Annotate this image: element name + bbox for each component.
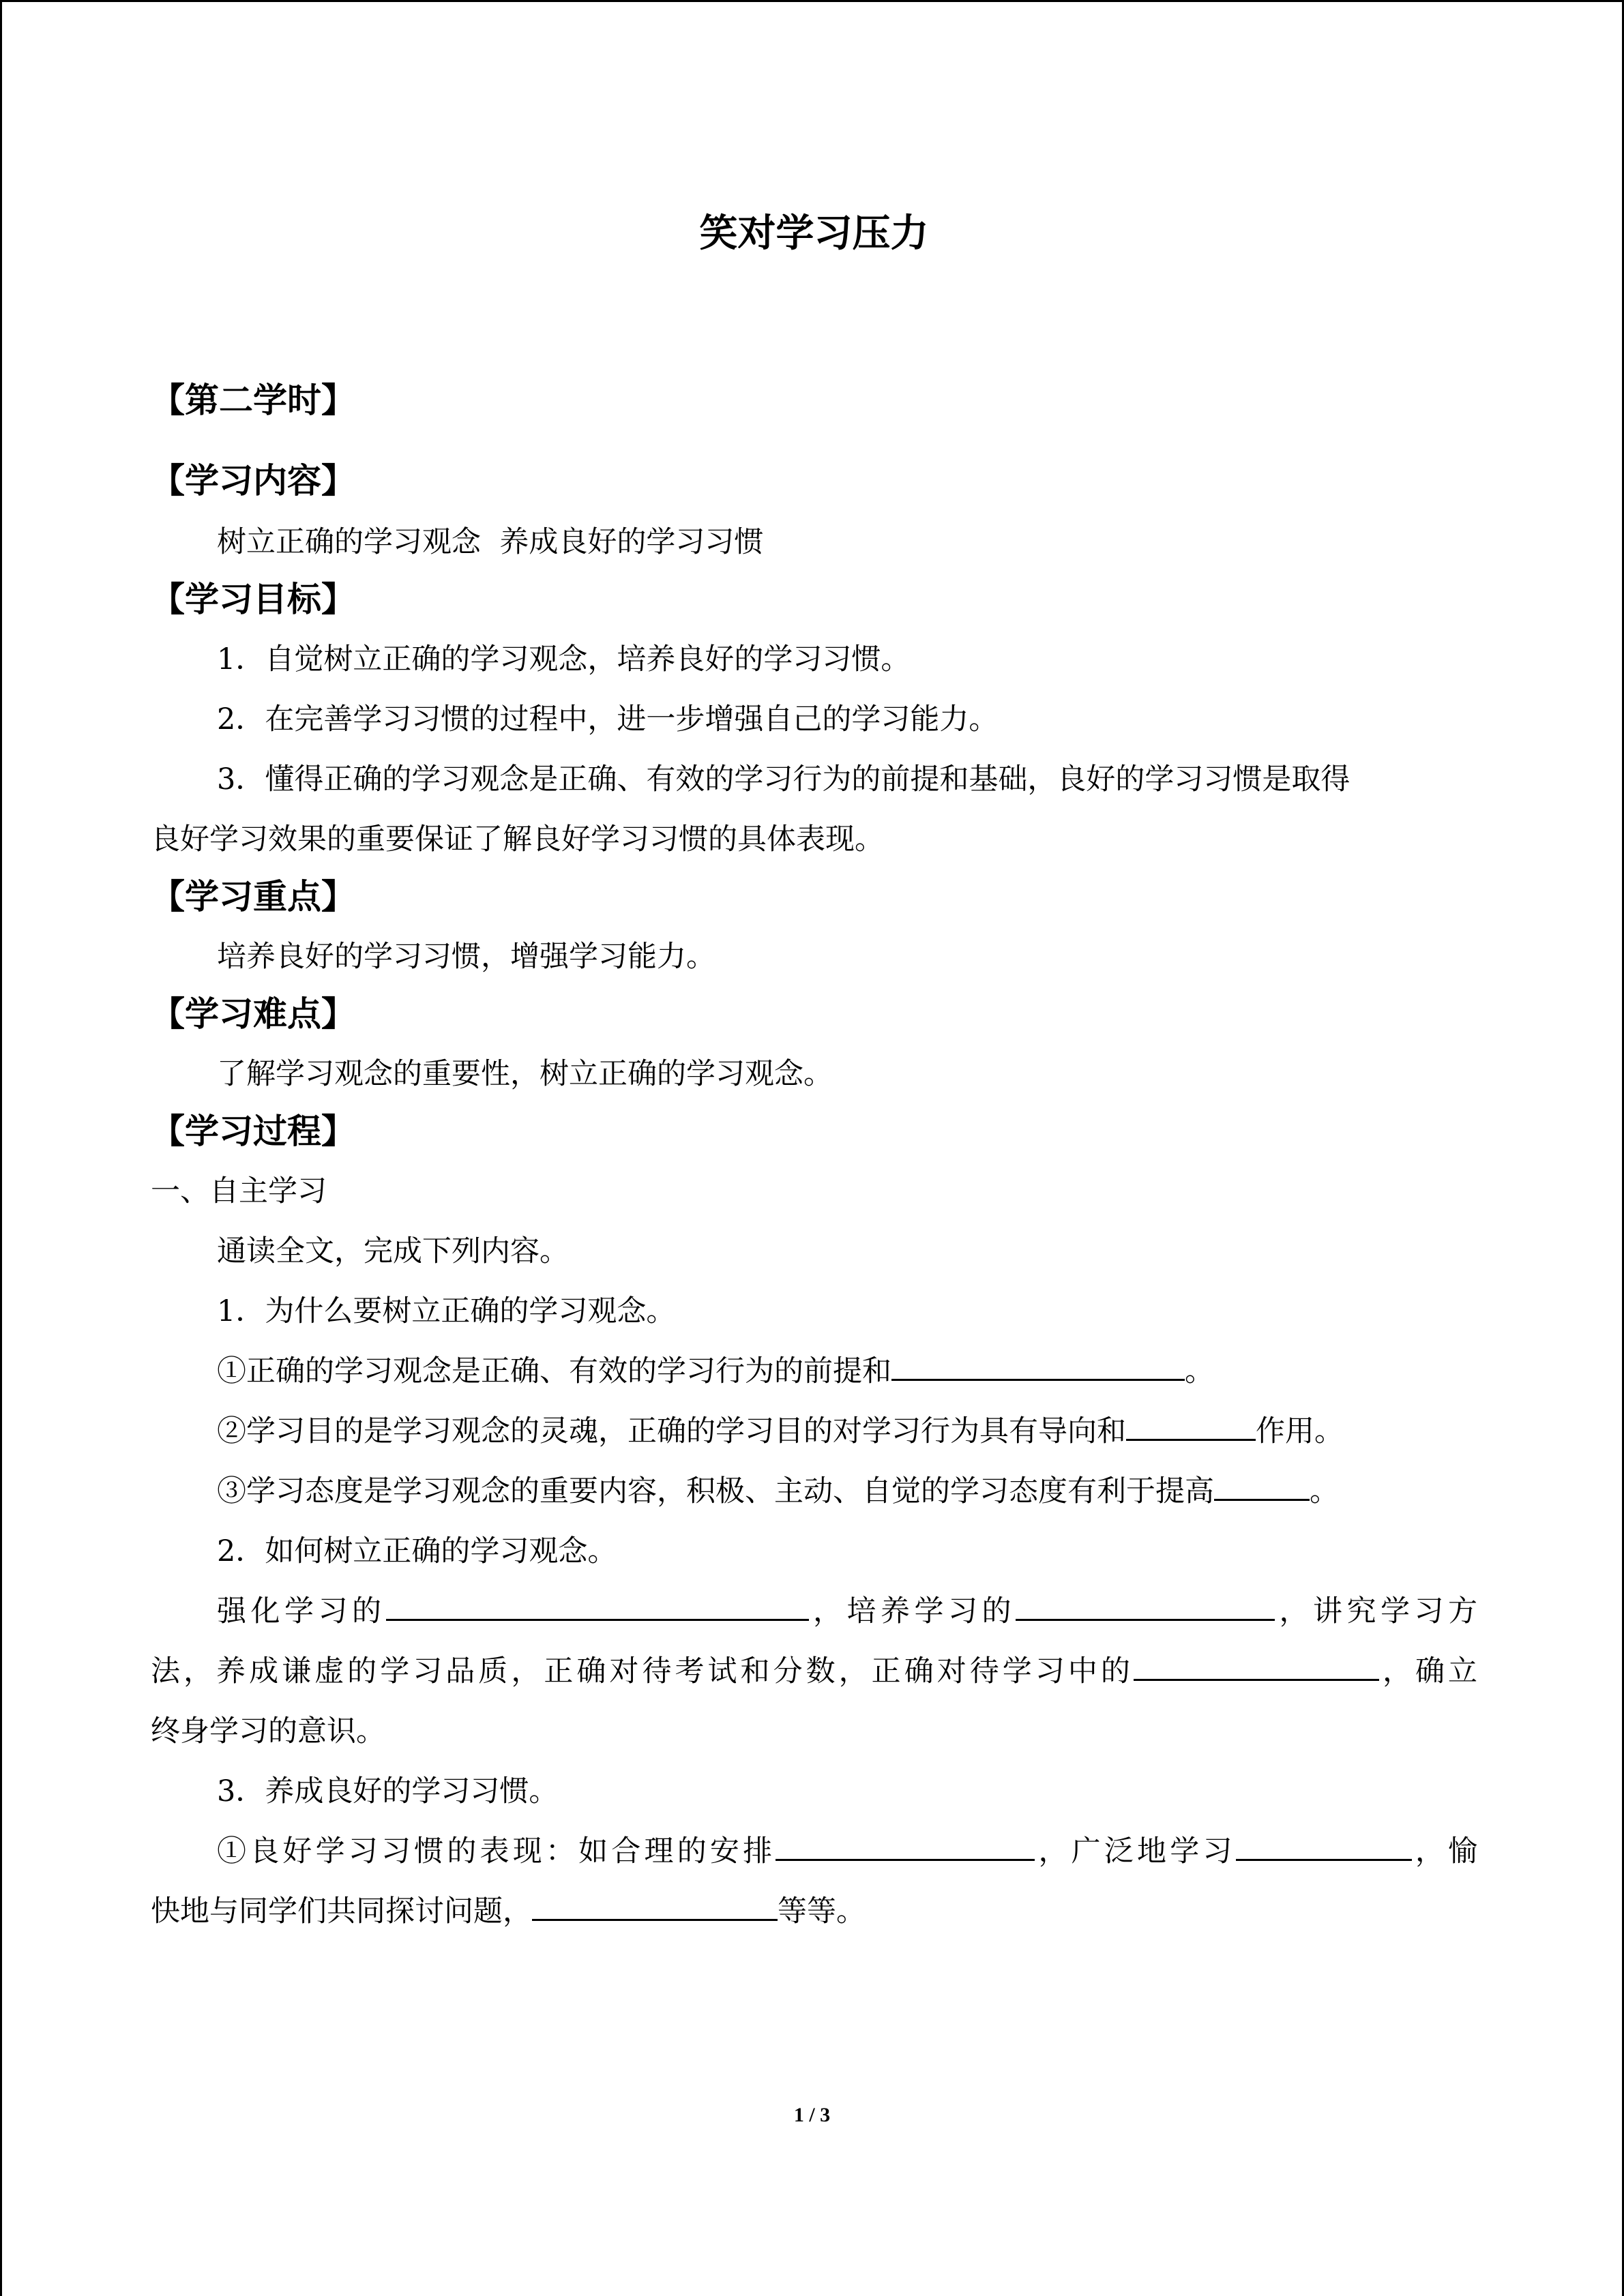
q2-text-2: ，培养学习的	[808, 1594, 1016, 1628]
question-2-line-1	[151, 1581, 1477, 1641]
question-1a	[151, 1341, 1477, 1401]
answer-blank-2c[interactable]	[1134, 1650, 1379, 1681]
question-3a-line-2	[151, 1881, 1477, 1941]
q2-text-5: ，确立	[1378, 1654, 1478, 1688]
learning-content-text: 树立正确的学习观念 养成良好的学习习惯	[217, 525, 764, 559]
question-1a-end: 。	[1185, 1354, 1214, 1388]
q3a-text-4: 快地与同学们共同探讨问题，	[151, 1894, 532, 1928]
goal-1: 1．自觉树立正确的学习观念，培养良好的学习习惯。	[217, 642, 911, 676]
heading-learning-goals: 【学习目标】	[151, 580, 355, 619]
question-3a-line-1	[151, 1821, 1477, 1881]
heading-difficulties: 【学习难点】	[151, 994, 355, 1034]
answer-blank-3a[interactable]	[776, 1830, 1035, 1861]
answer-blank-2b[interactable]	[1016, 1590, 1275, 1621]
question-2: 2．如何树立正确的学习观念。	[217, 1534, 617, 1568]
answer-blank-1b[interactable]	[1126, 1410, 1256, 1441]
question-2-line-2	[151, 1641, 1477, 1701]
answer-blank-1c[interactable]	[1214, 1470, 1310, 1501]
question-1b-end: 作用。	[1256, 1414, 1344, 1448]
q2-text-4: 法，养成谦虚的学习品质，正确对待考试和分数，正确对待学习中的	[151, 1654, 1134, 1688]
page-number: 1 / 3	[793, 2104, 831, 2126]
question-3: 3．养成良好的学习习惯。	[217, 1774, 559, 1808]
answer-blank-3b[interactable]	[1236, 1830, 1412, 1861]
q2-text-3: ，讲究学习方	[1275, 1594, 1477, 1628]
q3a-text-5: 等等。	[778, 1894, 866, 1928]
heading-learning-content: 【学习内容】	[151, 461, 355, 501]
difficulties-text: 了解学习观念的重要性，树立正确的学习观念。	[217, 1057, 833, 1091]
heading-learning-process: 【学习过程】	[151, 1112, 355, 1151]
part-1-self-study: 一、自主学习	[151, 1174, 327, 1208]
heading-period: 【第二学时】	[151, 381, 355, 420]
document-body	[151, 207, 1477, 1941]
q3a-text-1: ①良好学习习惯的表现：如合理的安排	[217, 1834, 776, 1868]
goal-3-line-1: 3．懂得正确的学习观念是正确、有效的学习行为的前提和基础，良好的学习习惯是取得	[217, 762, 1350, 796]
q3a-text-3: ，愉	[1411, 1834, 1478, 1868]
page-title: 笑对学习压力	[699, 211, 929, 256]
q2-text-1: 强化学习的	[217, 1594, 386, 1628]
intro-instruction: 通读全文，完成下列内容。	[217, 1234, 569, 1268]
answer-blank-2a[interactable]	[386, 1590, 809, 1621]
question-1a-text: ①正确的学习观念是正确、有效的学习行为的前提和	[217, 1354, 891, 1388]
question-1c-end: 。	[1310, 1474, 1339, 1508]
question-1b-text: ②学习目的是学习观念的灵魂，正确的学习目的对学习行为具有导向和	[217, 1414, 1126, 1448]
question-1: 1．为什么要树立正确的学习观念。	[217, 1294, 676, 1328]
answer-blank-1a[interactable]	[891, 1350, 1185, 1381]
goal-2: 2．在完善学习习惯的过程中，进一步增强自己的学习能力。	[217, 702, 999, 736]
question-1c-text: ③学习态度是学习观念的重要内容，积极、主动、自觉的学习态度有利于提高	[217, 1474, 1214, 1508]
question-1b	[151, 1401, 1477, 1461]
question-2-line-3: 终身学习的意识。	[151, 1714, 385, 1748]
q3a-text-2: ，广泛地学习	[1035, 1834, 1236, 1868]
answer-blank-3c[interactable]	[532, 1890, 778, 1921]
goal-3-line-2: 良好学习效果的重要保证了解良好学习习惯的具体表现。	[151, 822, 884, 856]
key-points-text: 培养良好的学习习惯，增强学习能力。	[217, 940, 715, 974]
question-1c	[151, 1461, 1477, 1521]
heading-key-points: 【学习重点】	[151, 877, 355, 916]
